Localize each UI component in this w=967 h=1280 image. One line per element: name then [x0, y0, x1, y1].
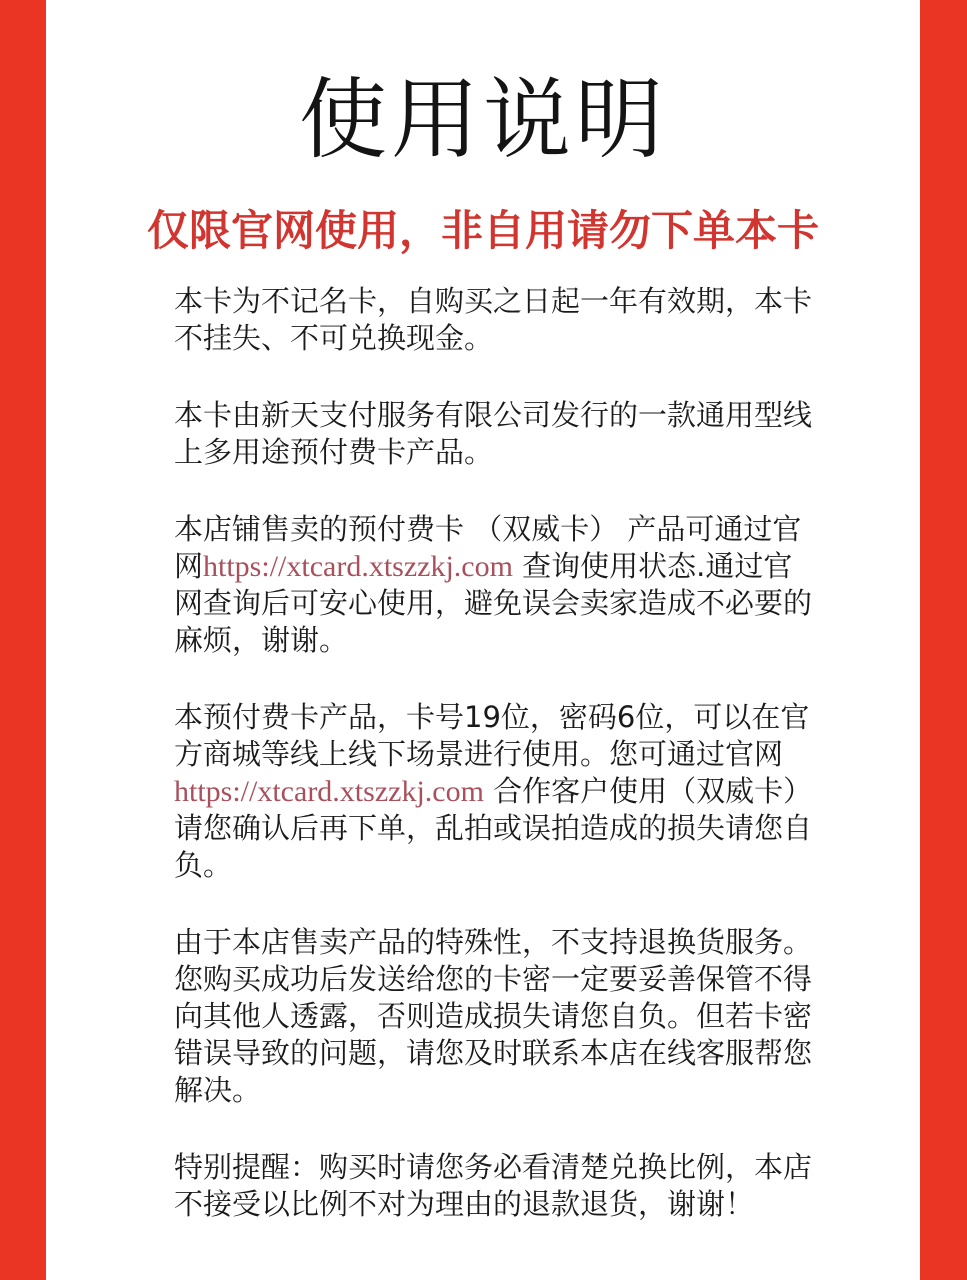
warning-subtitle: 仅限官网使用，非自用请勿下单本卡 [146, 206, 819, 255]
paragraph-query-text-start: 本店铺售卖的预付费卡 （双威卡） 产品可通过官网 [174, 512, 802, 583]
paragraph-no-refund: 由于本店售卖产品的特殊性，不支持退换货服务。您购买成功后发送给您的卡密一定要妥善保管不得向其他人透露，否则造成损失请您自负。但若卡密错误导致的问题，请您及时联系本店在线客服帮您解决。 [174, 925, 813, 1107]
paragraph-card-info-text-end: 合作客户使用（双威卡）请您确认后再下单，乱拍或误拍造成的损失请您自负。 [174, 774, 813, 882]
paragraph-issuer: 本卡由新天支付服务有限公司发行的一款通用型线上多用途预付费卡产品。 [174, 398, 813, 469]
paragraph-query-text-end: 查询使用状态.通过官网查询后可安心使用，避免误会卖家造成不必要的麻烦，谢谢。 [174, 549, 813, 657]
paragraph-reminder: 特别提醒：购买时请您务必看清楚兑换比例，本店不接受以比例不对为理由的退款退货，谢谢！ [174, 1150, 813, 1221]
instruction-card [46, 0, 920, 1280]
page-title: 使用说明 [298, 68, 667, 171]
official-site-link[interactable]: https://xtcard.xtszzkj.com [203, 550, 513, 583]
paragraph-card-info-text-start: 本预付费卡产品，卡号19位，密码6位，可以在官方商城等线上线下场景进行使用。您可通过官网 [174, 700, 810, 771]
instruction-body [174, 283, 814, 1223]
paragraph-validity: 本卡为不记名卡，自购买之日起一年有效期，本卡不挂失、不可兑换现金。 [174, 284, 813, 355]
paragraph-card-info [174, 699, 814, 884]
paragraph-query [174, 511, 814, 659]
official-site-link-2[interactable]: https://xtcard.xtszzkj.com [174, 775, 484, 808]
